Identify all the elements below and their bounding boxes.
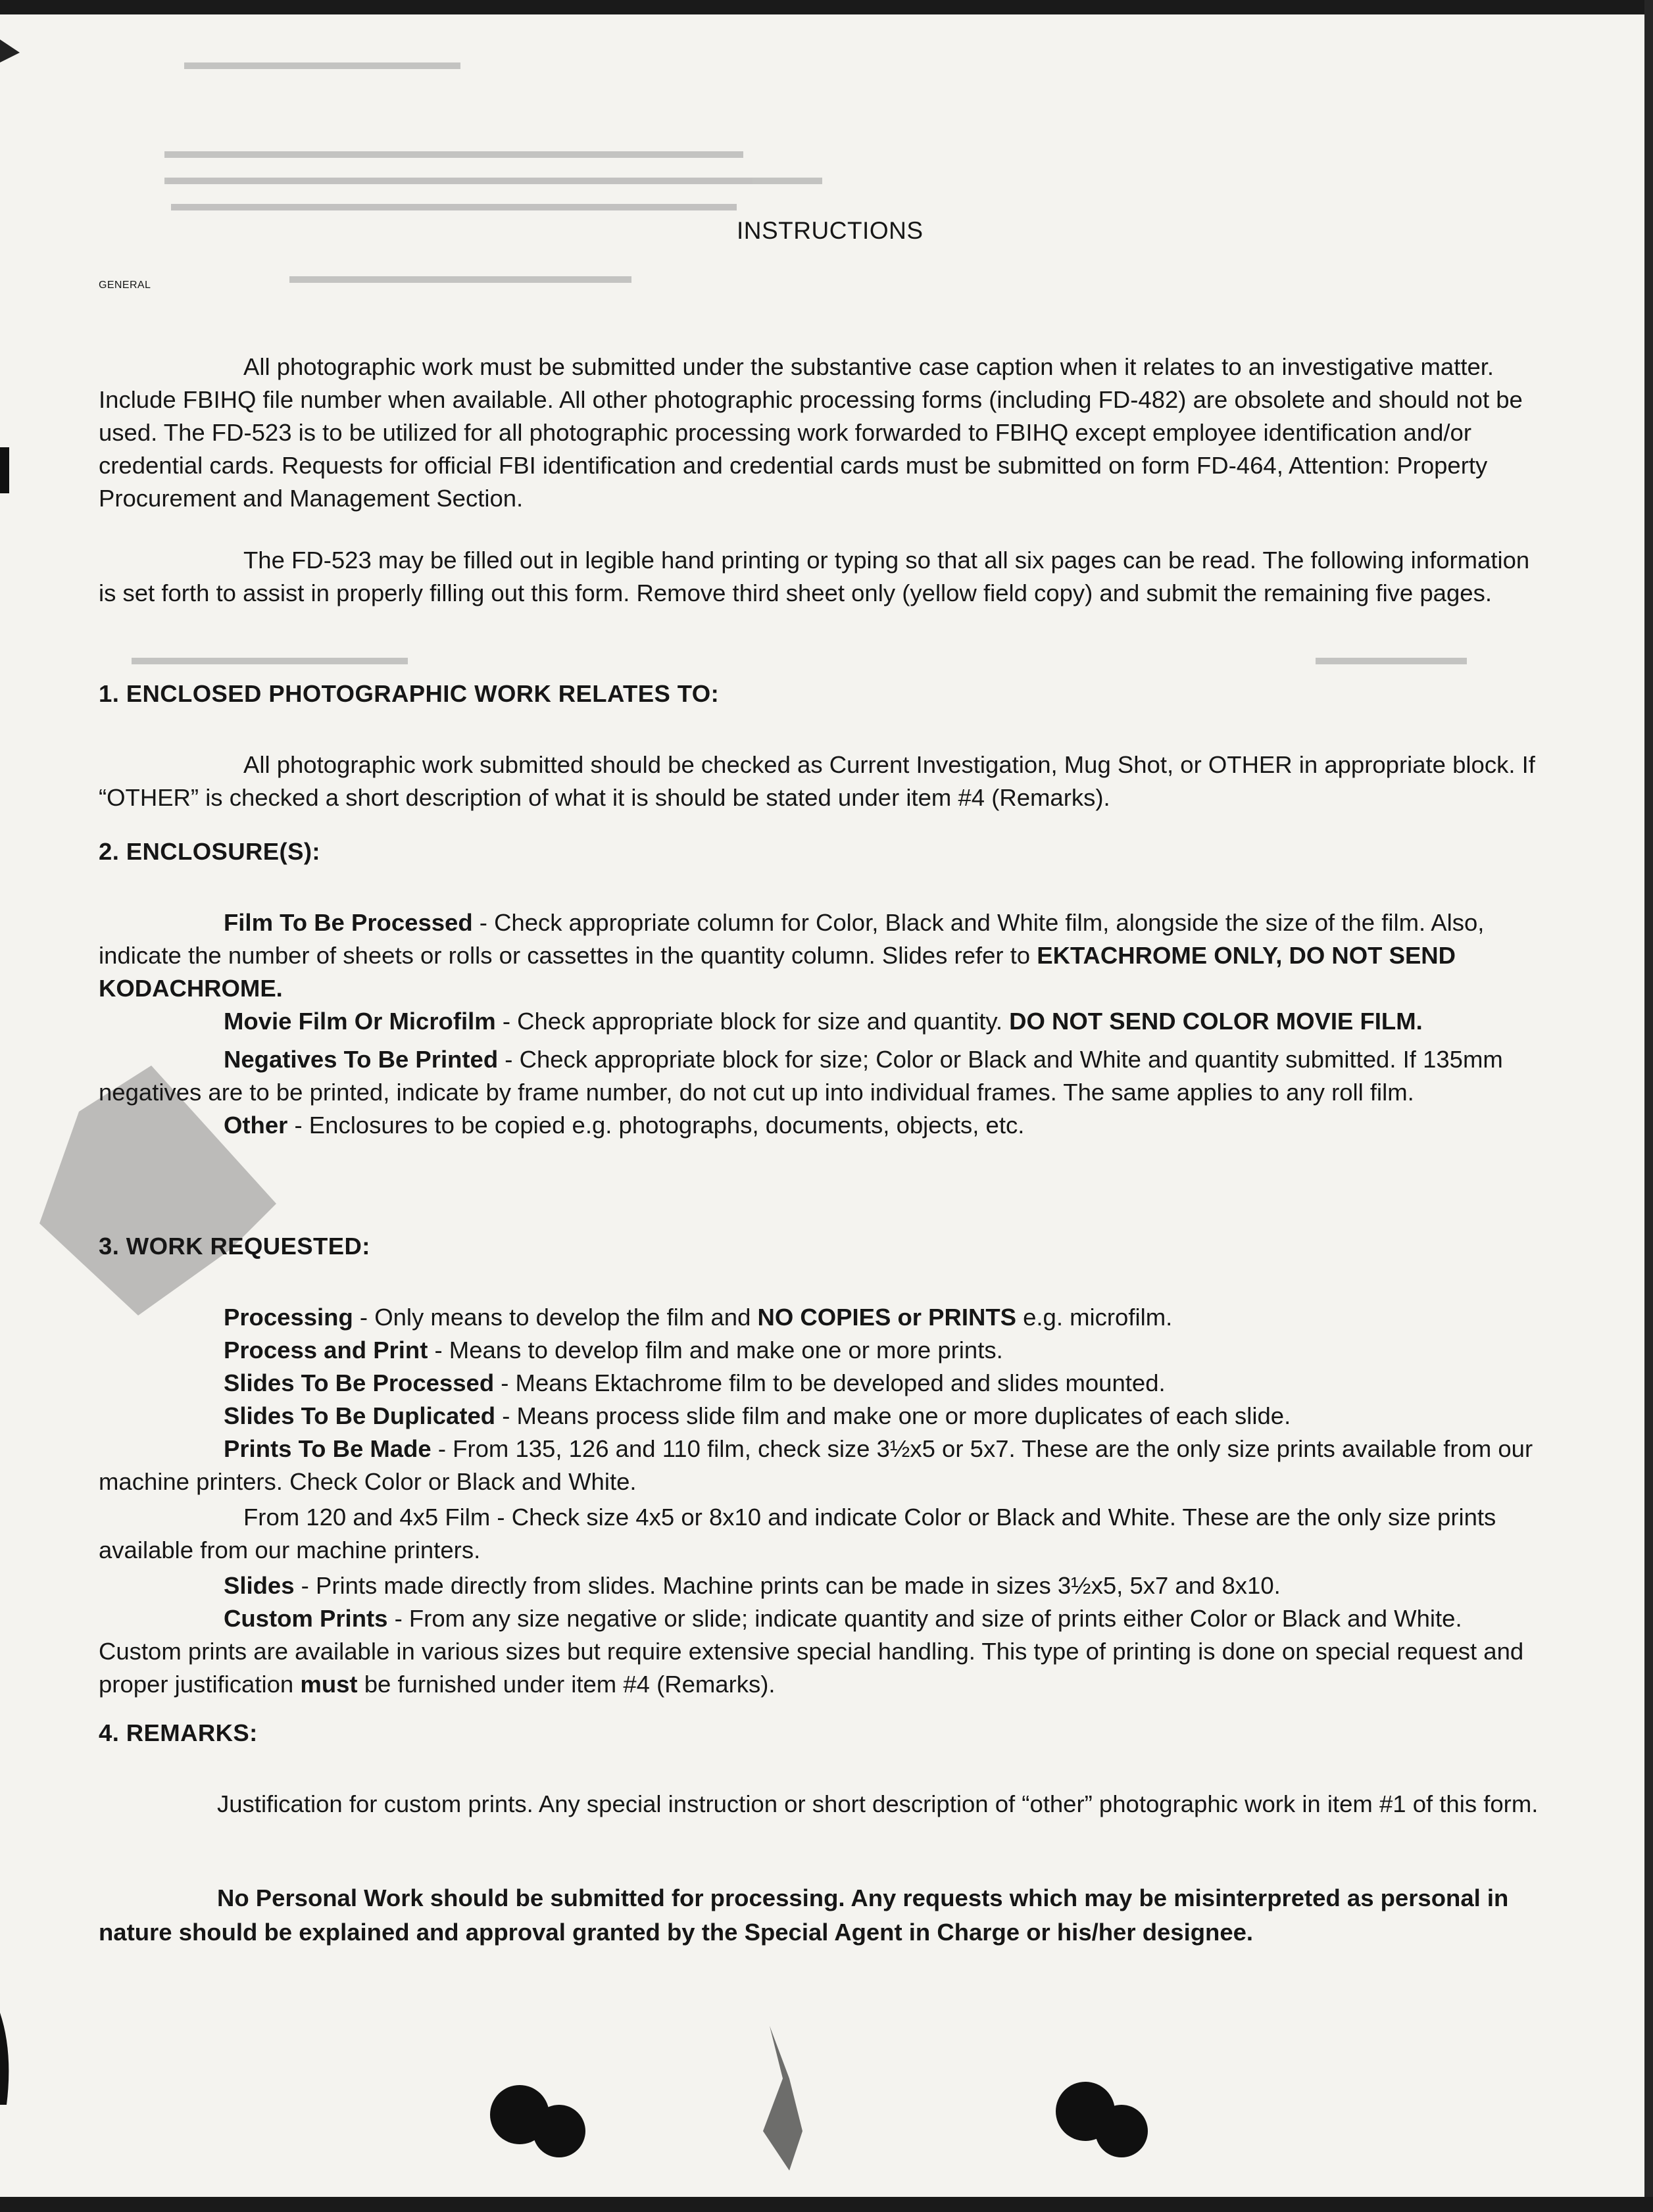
section-1-heading: 1. ENCLOSED PHOTOGRAPHIC WORK RELATES TO:: [99, 680, 720, 707]
section-2-heading: 2. ENCLOSURE(S):: [99, 838, 320, 865]
slides-processed-item: [99, 1367, 1546, 1400]
closing-note: [99, 1881, 1546, 1950]
section-4: [99, 1717, 1546, 1821]
section-2: [99, 835, 1546, 1142]
section-3: [99, 1230, 1546, 1701]
process-print-item: [99, 1334, 1546, 1367]
movie-item: [99, 1005, 1546, 1038]
section-4-text: Justification for custom prints. Any special instruction or short description of “other” photographic work in item #1 of this form.: [217, 1790, 1539, 1817]
general-heading: GENERAL: [99, 280, 151, 291]
from-120-item: From 120 and 4x5 Film - Check size 4x5 or 8x10 and indicate Color or Black and White. These are the only size prints available from our machine printers.: [99, 1504, 1496, 1563]
section-3-heading: 3. WORK REQUESTED:: [99, 1233, 370, 1260]
processing-bold: NO COPIES or PRINTS: [757, 1304, 1016, 1331]
prints-made-text: - From 135, 126 and 110 film, check size 3½x5 or 5x7. These are the only size prints available from our machine printers. Check Color or Black and White.: [99, 1435, 1533, 1495]
section-1-text: All photographic work submitted should be checked as Current Investigation, Mug Shot, or OTHER in appropriate block. If “OTHER” is checked a short description of what it is should be stated under item #4 (Remarks).: [99, 751, 1535, 811]
processing-item: [99, 1301, 1546, 1334]
negatives-text: - Check appropriate block for size; Color or Black and White and quantity submitted. If 135mm negatives are to be printed, indicate by frame number, do not cut up into individual frames. The same applies to any roll film.: [99, 1046, 1503, 1106]
custom-prints-item: [99, 1602, 1546, 1701]
custom-prints-tail: be furnished under item #4 (Remarks).: [357, 1671, 776, 1698]
slides-processed-label: Slides To Be Processed: [224, 1369, 495, 1396]
slides-item: [99, 1569, 1546, 1602]
film-label: Film To Be Processed: [224, 909, 473, 936]
page-title: INSTRUCTIONS: [737, 217, 924, 244]
corner-mark: [0, 39, 20, 62]
custom-prints-bold: must: [300, 1671, 358, 1698]
film-text: - Check appropriate column for Color, Black and White film, alongside the size of the film. Also, indicate the number of sheets or rolls or cassettes in the quantity column. Slides refer to: [99, 909, 1485, 969]
bottom-border: [0, 2197, 1653, 2212]
film-item: [99, 906, 1546, 1005]
movie-text: - Check appropriate block for size and quantity.: [495, 1008, 1010, 1035]
negatives-label: Negatives To Be Printed: [224, 1046, 499, 1073]
right-border: [1644, 0, 1653, 2212]
punch-holes: [490, 2082, 1148, 2157]
slides-processed-text: - Means Ektachrome film to be developed and slides mounted.: [494, 1369, 1166, 1396]
other-item: [99, 1109, 1546, 1142]
processing-label: Processing: [224, 1304, 353, 1331]
slides-duplicated-text: - Means process slide film and make one or more duplicates of each slide.: [495, 1402, 1291, 1429]
processing-tail: e.g. microfilm.: [1016, 1304, 1173, 1331]
other-text: - Enclosures to be copied e.g. photographs, documents, objects, etc.: [287, 1112, 1025, 1139]
general-paragraph-1: [99, 351, 1546, 515]
processing-text: - Only means to develop the film and: [353, 1304, 758, 1331]
slides-duplicated-label: Slides To Be Duplicated: [224, 1402, 496, 1429]
prints-made-label: Prints To Be Made: [224, 1435, 432, 1462]
movie-label: Movie Film Or Microfilm: [224, 1008, 496, 1035]
slides-duplicated-item: [99, 1400, 1546, 1433]
prints-made-item: [99, 1433, 1546, 1498]
other-label: Other: [224, 1112, 288, 1139]
film-bold: EKTACHROME ONLY, DO NOT SEND KODACHROME.: [99, 942, 1456, 1002]
movie-bold: DO NOT SEND COLOR MOVIE FILM.: [1009, 1008, 1423, 1035]
custom-prints-text: - From any size negative or slide; indicate quantity and size of prints either Color or Black and White. Custom prints are available in various sizes but require extensive special handling. This type of printing is done on special request and proper justification: [99, 1605, 1524, 1698]
top-border: [0, 0, 1653, 14]
edge-mark-bottom: [0, 2013, 9, 2105]
process-print-label: Process and Print: [224, 1337, 428, 1364]
process-print-text: - Means to develop film and make one or more prints.: [428, 1337, 1003, 1364]
general-text-2: The FD-523 may be filled out in legible hand printing or typing so that all six pages can be read. The following information is set forth to assist in properly filling out this form. Remove third sheet only (yellow field copy) and submit the remaining five pages.: [99, 547, 1530, 606]
edge-mark: [0, 447, 9, 493]
general-paragraph-2: [99, 544, 1546, 610]
ink-blot: [763, 2026, 802, 2171]
general-text-1: All photographic work must be submitted under the substantive case caption when it relates to an investigative matter. Include FBIHQ file number when available. All other photographic processing forms (including FD-482) are obsolete and should not be used. The FD-523 is to be utilized for all photographic processing work forwarded to FBIHQ except employee identification and/or credential cards. Requests for official FBI identification and credential cards must be submitted on form FD-464, Attention: Property Procurement and Management Section.: [99, 353, 1523, 512]
section-1: [99, 677, 1546, 814]
slides-text: - Prints made directly from slides. Machine prints can be made in sizes 3½x5, 5x7 and 8x10.: [294, 1572, 1281, 1599]
general-section: [99, 280, 1546, 291]
section-4-heading: 4. REMARKS:: [99, 1719, 258, 1746]
negatives-item: [99, 1043, 1546, 1109]
closing-text: No Personal Work should be submitted for processing. Any requests which may be misinterpreted as personal in nature should be explained and approval granted by the Special Agent in Charge or his/her designee.: [99, 1884, 1509, 1946]
custom-prints-label: Custom Prints: [224, 1605, 388, 1632]
slides-label: Slides: [224, 1572, 295, 1599]
